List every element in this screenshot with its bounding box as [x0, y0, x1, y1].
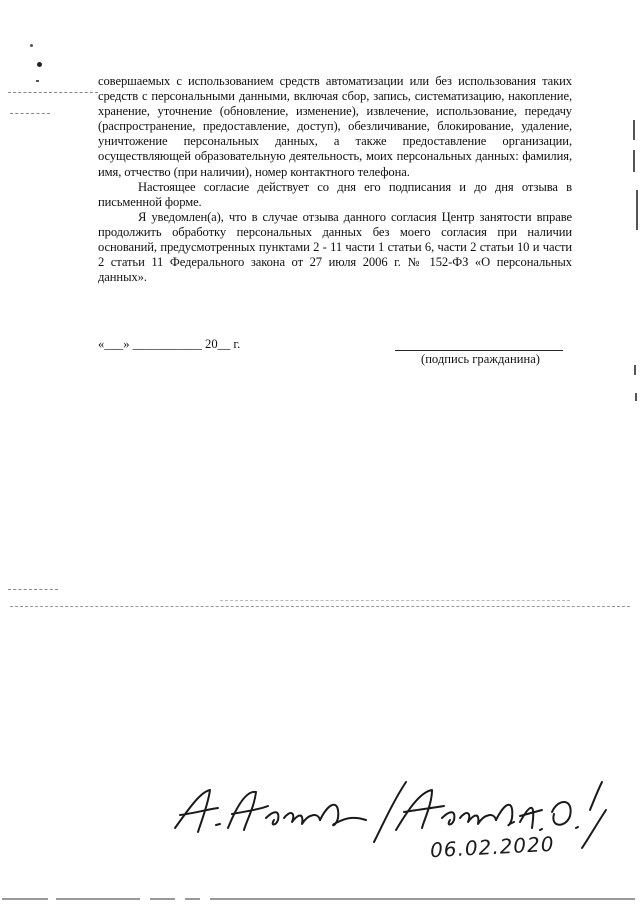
scan-line — [10, 113, 50, 115]
scan-line — [8, 589, 58, 591]
scan-line — [220, 600, 570, 602]
scan-mark-right — [633, 150, 635, 172]
scan-dot — [36, 80, 39, 82]
consent-text — [98, 74, 572, 285]
handwritten-date: 06.02.2020 — [429, 831, 556, 863]
scan-line — [8, 92, 98, 94]
scan-mark-right — [633, 120, 635, 140]
bottom-scan-lines — [0, 893, 640, 905]
handwritten-signature — [170, 770, 610, 890]
scan-dot — [30, 44, 33, 47]
revocation-notice-paragraph: Я уведомлен(а), что в случае отзыва данного согласия Центр занятости вправе продолжить обработку персональных данных без моего согласия при наличии оснований, предусмотренных пунктами 2 - 11 части 1 статьи 6, части 2 статьи 10 и части 2 статьи 11 Федерального закона от 27 июля 2006 г. № 152-ФЗ «О персональных данных». — [98, 209, 572, 285]
scan-mark-right — [636, 190, 638, 230]
signature-line — [395, 350, 563, 351]
scan-dot — [37, 62, 42, 67]
consent-paragraph: совершаемых с использованием средств автоматизации или без использования таких средств с персональными данными, включая сбор, запись, систематизацию, накопление, хранение, уточнение (обновление, изменение), извлечение, использование, передачу (распространение, предоставление, доступ), обезличивание, блокирование, удаление, уничтожение персональных данных, а также предоставление организации, осуществляющей образовательную деятельность, моих персональных данных: фамилия, имя, отчество (при наличии), номер контактного телефона. — [98, 74, 572, 179]
signature-label: (подпись гражданина) — [421, 352, 540, 366]
scan-mark-right — [634, 365, 636, 375]
scan-mark-right — [635, 393, 637, 401]
consent-validity-paragraph: Настоящее согласие действует со дня его подписания и до дня отзыва в письменной форме. — [98, 179, 572, 209]
scan-line — [10, 606, 630, 608]
date-field: «___» ___________ 20__ г. — [98, 337, 241, 351]
